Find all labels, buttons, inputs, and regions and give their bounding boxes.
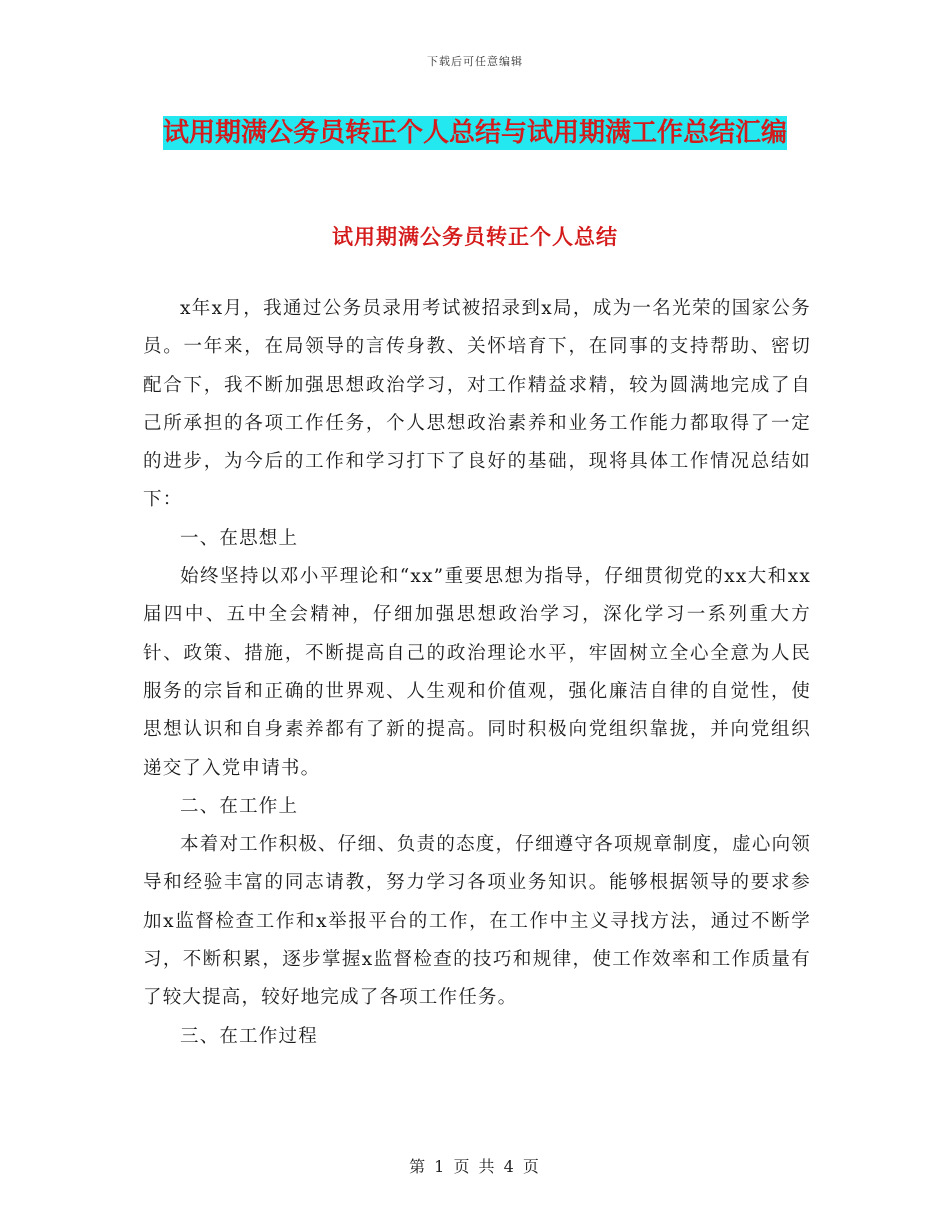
paragraph-work: 本着对工作积极、仔细、负责的态度，仔细遵守各项规章制度，虚心向领导和经验丰富的同志请教，努力学习各项业务知识。能够根据领导的要求参加x监督检查工作和x举报平台的工作，在工作中主义寻找方法，通过不断学习，不断积累，逐步掌握x监督检查的技巧和规律，使工作效率和工作质量有了较大提高，较好地完成了各项工作任务。 bbox=[143, 834, 811, 1009]
document-title-text: 试用期满公务员转正个人总结与试用期满工作总结汇编 bbox=[162, 118, 787, 148]
document-body bbox=[143, 290, 811, 1056]
document-title bbox=[145, 112, 805, 154]
section-title: 试用期满公务员转正个人总结 bbox=[332, 225, 618, 249]
paragraph-thought: 始终坚持以邓小平理论和“xx”重要思想为指导，仔细贯彻党的xx大和xx届四中、五中全会精神，仔细加强思想政治学习，深化学习一系列重大方针、政策、措施，不断提高自己的政治理论水平，牢固树立全心全意为人民服务的宗旨和正确的世界观、人生观和价值观，强化廉洁自律的自觉性，使思想认识和自身素养都有了新的提高。同时积极向党组织靠拢，并向党组织递交了入党申请书。 bbox=[143, 566, 811, 779]
page-footer: 第 1 页 共 4 页 bbox=[409, 1157, 541, 1176]
heading-work: 二、在工作上 bbox=[180, 795, 299, 817]
heading-thought: 一、在思想上 bbox=[180, 527, 299, 549]
header-note: 下载后可任意编辑 bbox=[427, 55, 523, 68]
heading-process: 三、在工作过程 bbox=[180, 1025, 318, 1047]
paragraph-intro: x年x月，我通过公务员录用考试被招录到x局，成为一名光荣的国家公务员。一年来，在局领导的言传身教、关怀培育下，在同事的支持帮助、密切配合下，我不断加强思想政治学习，对工作精益求精，较为圆满地完成了自己所承担的各项工作任务，个人思想政治素养和业务工作能力都取得了一定的进步，为今后的工作和学习打下了良好的基础，现将具体工作情况总结如下： bbox=[143, 298, 811, 511]
